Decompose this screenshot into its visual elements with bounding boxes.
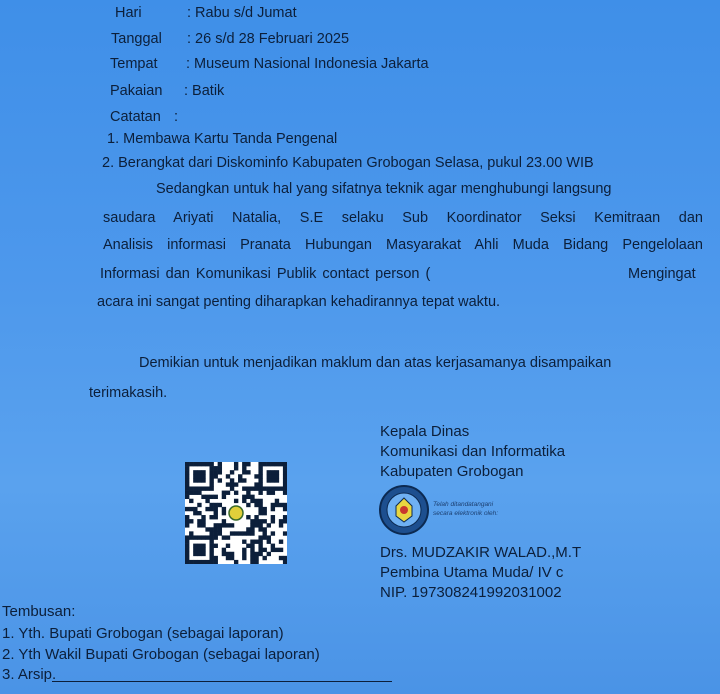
detail-value: : Museum Nasional Indonesia Jakarta	[186, 56, 429, 72]
signer-name: Drs. MUDZAKIR WALAD.,M.T	[380, 544, 582, 561]
detail-label: Tempat	[110, 56, 158, 72]
closing-line: Demikian untuk menjadikan maklum dan atas kerjasamanya disampaikan	[139, 355, 612, 371]
esign-note	[433, 500, 498, 518]
signer-rank: Pembina Utama Muda/ IV c	[380, 564, 564, 581]
detail-value: : Rabu s/d Jumat	[187, 5, 297, 21]
signer-title: Komunikasi dan Informatika	[380, 443, 566, 460]
detail-label: Catatan	[110, 109, 161, 125]
tembusan-heading: Tembusan:	[2, 603, 76, 620]
tembusan-item: 3. Arsip.	[2, 666, 57, 683]
signer-title: Kabupaten Grobogan	[380, 463, 524, 480]
paragraph-line: Sedangkan untuk hal yang sifatnya teknik agar menghubungi langsung	[156, 181, 612, 197]
detail-label: Hari	[115, 5, 142, 21]
closing-line: terimakasih.	[89, 385, 168, 401]
qr-code	[185, 462, 287, 564]
detail-value: : 26 s/d 28 Februari 2025	[187, 31, 350, 47]
tembusan-item: 2. Yth Wakil Bupati Grobogan (sebagai laporan)	[2, 646, 320, 663]
signer-nip: NIP. 197308241992031002	[380, 584, 562, 601]
esign-note-line: Telah ditandatangani	[433, 501, 494, 508]
detail-label: Tanggal	[111, 31, 162, 47]
signer-title: Kepala Dinas	[380, 423, 470, 440]
note-item: 1. Membawa Kartu Tanda Pengenal	[107, 131, 338, 147]
paragraph-line: Analisis informasi Pranata Hubungan Masyarakat Ahli Muda Bidang Pengelolaan	[103, 237, 703, 253]
paragraph-line: Informasi dan Komunikasi Publik contact person (	[100, 266, 431, 282]
paragraph-line: Mengingat	[628, 266, 696, 282]
arsip-underline	[52, 681, 392, 682]
paragraph-line: saudara Ariyati Natalia, S.E selaku Sub Koordinator Seksi Kemitraan dan	[103, 210, 703, 226]
tembusan-item: 1. Yth. Bupati Grobogan (sebagai laporan)	[2, 625, 284, 642]
detail-label: Pakaian	[110, 83, 163, 99]
esign-seal-icon	[378, 484, 430, 541]
detail-value: :	[174, 109, 179, 125]
esign-note-line: secara elektronik oleh:	[433, 510, 499, 517]
redacted-contact	[500, 263, 618, 283]
paragraph-line: acara ini sangat penting diharapkan kehadirannya tepat waktu.	[97, 294, 501, 310]
detail-value: : Batik	[184, 83, 225, 99]
note-item: 2. Berangkat dari Diskominfo Kabupaten Grobogan Selasa, pukul 23.00 WIB	[102, 155, 594, 171]
